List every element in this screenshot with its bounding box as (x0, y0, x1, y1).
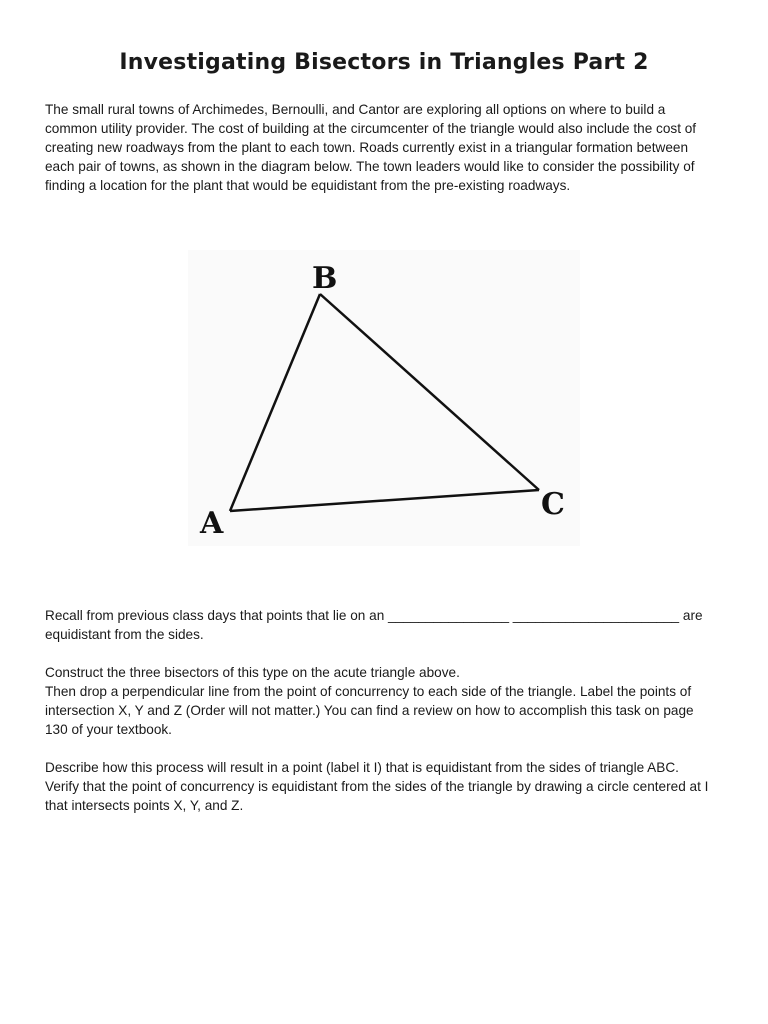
intro-line: each pair of towns, as shown in the diagram below. The town leaders would like to consider the possibility of (45, 159, 695, 174)
vertex-label-c: C (541, 487, 565, 522)
construct-paragraph (45, 663, 725, 739)
intro-line: common utility provider. The cost of building at the circumcenter of the triangle would also include the cost of (45, 121, 697, 136)
vertex-label-a: A (200, 506, 224, 541)
side-ab (230, 294, 320, 511)
describe-paragraph (45, 758, 725, 815)
triangle-svg (188, 250, 580, 546)
recall-line: equidistant from the sides. (45, 627, 204, 642)
intro-line: creating new roadways from the plant to each town. Roads currently exist in a triangular formation between (45, 140, 689, 155)
intro-line: The small rural towns of Archimedes, Bernoulli, and Cantor are exploring all options on where to build a (45, 102, 666, 117)
construct-line: Construct the three bisectors of this type on the acute triangle above. (45, 665, 460, 680)
describe-line: that intersects points X, Y, and Z. (45, 798, 244, 813)
recall-paragraph (45, 606, 725, 644)
intro-paragraph (45, 100, 725, 195)
vertex-label-b: B (312, 261, 338, 296)
intro-line: finding a location for the plant that would be equidistant from the pre-existing roadways. (45, 178, 571, 193)
recall-line: Recall from previous class days that points that lie on an ________________ ______________________ are (45, 608, 703, 623)
construct-line: intersection X, Y and Z (Order will not matter.) You can find a review on how to accomplish this task on page (45, 703, 694, 718)
page-title: Investigating Bisectors in Triangles Part 2 (119, 50, 649, 75)
triangle-diagram (188, 250, 580, 546)
describe-line: Describe how this process will result in a point (label it I) that is equidistant from the sides of triangle ABC. (45, 760, 679, 775)
construct-line: 130 of your textbook. (45, 722, 172, 737)
describe-line: Verify that the point of concurrency is equidistant from the sides of the triangle by drawing a circle centered at I (45, 779, 709, 794)
side-ca (230, 490, 539, 511)
construct-line: Then drop a perpendicular line from the point of concurrency to each side of the triangle. Label the points of (45, 684, 692, 699)
side-bc (320, 294, 539, 490)
